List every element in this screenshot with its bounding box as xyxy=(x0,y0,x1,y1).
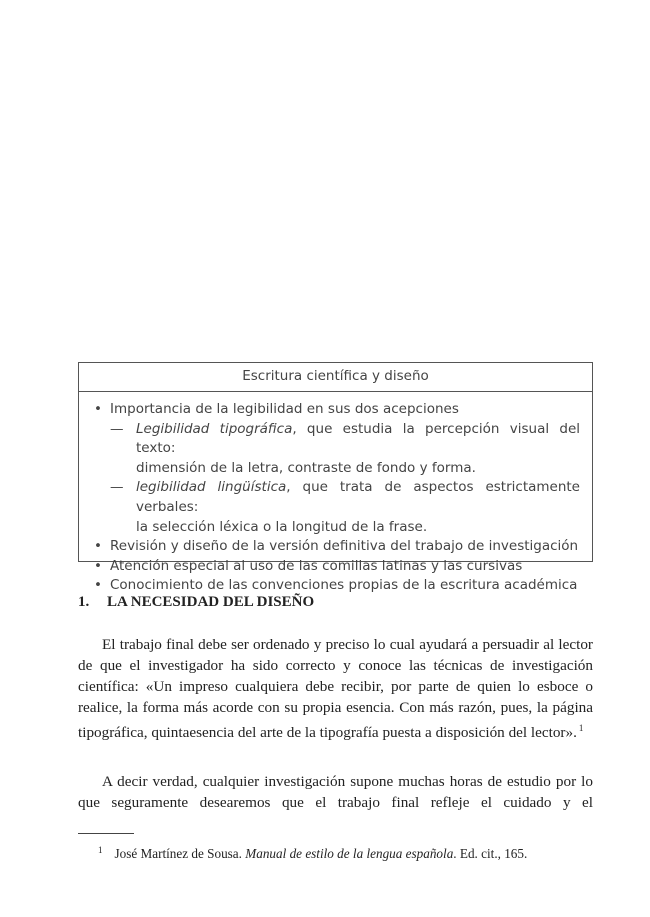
bullet-icon: • xyxy=(94,557,102,574)
list-item xyxy=(91,557,580,577)
sub-item xyxy=(110,420,580,479)
list-item-text: Atención especial al uso de las comillas latinas y las cursivas xyxy=(110,557,523,574)
list-item xyxy=(91,576,580,596)
sub-item-text: , que estudia la percepción visual del texto: xyxy=(136,420,581,457)
summary-box xyxy=(78,362,593,594)
sub-item-text: , que trata de aspectos estrictamente verbales: xyxy=(136,479,580,515)
bullet-icon: • xyxy=(94,577,102,594)
sub-item-continuation: la selección léxica o la longitud de la frase. xyxy=(136,518,428,535)
list-item-text: Revisión y diseño de la versión definitiva del trabajo de investigación xyxy=(110,538,579,555)
body-paragraph xyxy=(78,634,593,743)
sub-item xyxy=(110,478,580,537)
section-title: LA NECESIDAD DEL DISEÑO xyxy=(107,594,315,610)
footnote xyxy=(98,845,527,862)
list-item xyxy=(91,400,580,537)
sub-item-term: legibilidad lingüística xyxy=(136,479,287,496)
dash-mark: — xyxy=(110,420,124,437)
footnote-divider xyxy=(78,833,134,834)
list-item xyxy=(91,537,580,557)
footnote-number: 1 xyxy=(98,845,103,855)
footnote-author: José Martínez de Sousa. xyxy=(114,846,246,861)
sub-item-continuation: dimensión de la letra, contraste de fondo y forma. xyxy=(136,459,476,476)
summary-box-title: Escritura científica y diseño xyxy=(79,363,592,392)
summary-list xyxy=(79,392,592,596)
list-item-text: Conocimiento de las convenciones propias de la escritura académica xyxy=(110,577,578,594)
section-number: 1. xyxy=(78,594,90,610)
paragraph-text: A decir verdad, cualquier investigación supone muchas horas de estudio por lo que seguramente desearemos que el trabajo final refleje el cuidado y el xyxy=(78,773,593,811)
bullet-icon: • xyxy=(94,401,102,417)
body-paragraph xyxy=(78,771,593,813)
section-heading xyxy=(78,594,314,611)
footnote-citation: . Ed. cit., 165. xyxy=(453,846,528,861)
dash-mark: — xyxy=(110,479,124,496)
footnote-reference[interactable]: 1 xyxy=(578,723,584,733)
list-item-text: Importancia de la legibilidad en sus dos acepciones xyxy=(110,401,459,417)
footnote-work-title: Manual de estilo de la lengua española xyxy=(245,846,454,861)
sub-item-term: Legibilidad tipográfica xyxy=(136,420,293,437)
paragraph-text: El trabajo final debe ser ordenado y preciso lo cual ayudará a persuadir al lector de que el investigador ha sido correcto y conoce las técnicas de investigación científica: «Un impreso cualquiera debe recibir, por parte de quien lo esboce o realice, la forma más acorde con su propia esencia. Con más razón, pues, la página tipográfica, quintaesencia del arte de la tipografía puesta a disposición del lector». xyxy=(78,636,593,741)
bullet-icon: • xyxy=(94,538,102,555)
